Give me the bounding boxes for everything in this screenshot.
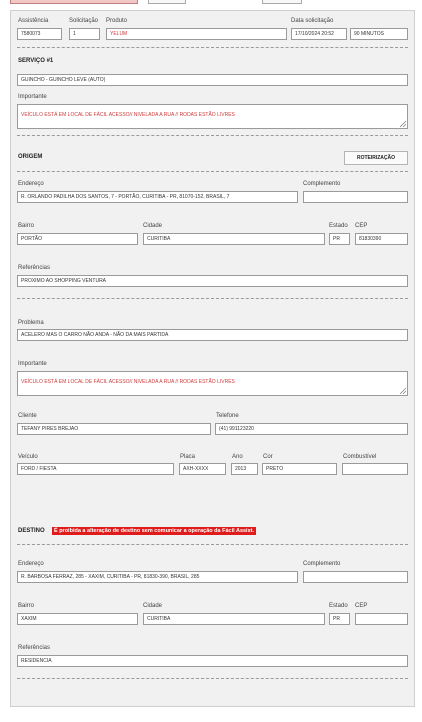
service-form-panel	[10, 10, 415, 707]
origem-bairro-field[interactable]: PORTÃO	[17, 233, 138, 245]
origem-estado-label: Estado	[329, 223, 348, 229]
veiculo-label: Veículo	[18, 454, 38, 460]
top-toolbar	[0, 0, 422, 8]
origem-cidade-label: Cidade	[143, 223, 163, 229]
telefone-label: Telefone	[216, 413, 239, 419]
origem-endereco-field[interactable]: R. ORLANDO PADILHA DOS SANTOS, 7 - PORTÃO, CURITIBA - PR, 81070-152, BRASIL, 7	[17, 191, 298, 203]
assistencia-field[interactable]: 7580073	[17, 28, 62, 40]
veiculo-field[interactable]: FORD / FIESTA	[17, 463, 174, 475]
origem-referencias-field[interactable]: PROXIMO AO SHOPPING VENTURA	[17, 275, 408, 287]
origem-cidade-field[interactable]: CURITIBA	[143, 233, 325, 245]
cliente-field[interactable]: TEFANY PIRES BREJAO	[17, 423, 211, 435]
roteirizacao-button[interactable]: ROTEIRIZAÇÃO	[344, 151, 408, 165]
destino-cep-label: CEP	[355, 603, 368, 609]
destino-cidade-field[interactable]: CURITIBA	[143, 613, 325, 625]
solicitacao-field[interactable]: 1	[69, 28, 100, 40]
divider	[17, 678, 408, 679]
destino-bairro-field[interactable]: XAXIM	[17, 613, 138, 625]
cor-field[interactable]: PRETO	[262, 463, 337, 475]
origem-cep-field[interactable]: 81830390	[355, 233, 408, 245]
cliente-label: Cliente	[18, 413, 37, 419]
assistencia-label: Assistência	[18, 18, 49, 24]
origem-bairro-label: Bairro	[18, 223, 35, 229]
servico-importante-label: Importante	[18, 94, 47, 100]
problema-label: Problema	[18, 320, 44, 326]
resize-grip-icon[interactable]	[400, 388, 406, 394]
top-select[interactable]	[262, 0, 302, 4]
combustivel-label: Combustível	[343, 454, 377, 460]
data-solicitacao-label: Data solicitação	[291, 18, 334, 24]
divider	[17, 298, 408, 299]
destino-bairro-label: Bairro	[18, 603, 35, 609]
cor-label: Cor	[263, 454, 273, 460]
top-action-button[interactable]	[10, 0, 138, 4]
destino-complemento-field[interactable]	[303, 571, 408, 583]
ano-field[interactable]: 2013	[231, 463, 258, 475]
problema-importante-label: Importante	[18, 361, 47, 367]
problema-field[interactable]: ACELERO MAS O CARRO NÃO ANDA - NÃO DA MAIS PARTIDA	[17, 329, 408, 341]
destino-referencias-label: Referências	[18, 645, 51, 651]
origem-endereco-label: Endereço	[18, 181, 44, 187]
destino-cep-field[interactable]	[355, 613, 408, 625]
divider	[17, 544, 408, 545]
placa-field[interactable]: AXH-XXXX	[179, 463, 226, 475]
destino-estado-label: Estado	[329, 603, 348, 609]
top-toggle-button[interactable]	[148, 0, 186, 4]
divider	[17, 135, 408, 136]
placa-label: Placa	[180, 454, 196, 460]
servico-tipo-field[interactable]: GUINCHO - GUINCHO LEVE (AUTO)	[17, 74, 408, 86]
destino-referencias-field[interactable]: RESIDENCIA	[17, 655, 408, 667]
servico-importante-textarea[interactable]	[17, 104, 408, 129]
divider	[17, 47, 408, 48]
servico-title: SERVIÇO #1	[18, 58, 54, 64]
destino-endereco-field[interactable]: R. BARBOSA FERRAZ, 285 - XAXIM, CURITIBA - PR, 81830-390, BRASIL, 285	[17, 571, 298, 583]
problema-importante-text: VEÍCULO ESTÁ EM LOCAL DE FÁCIL ACESSO// NIVELADA A RUA // RODAS ESTÃO LIVRES	[21, 379, 235, 385]
prazo-field[interactable]: 90 MINUTOS	[350, 28, 408, 40]
origem-estado-field[interactable]: PR	[329, 233, 350, 245]
destino-endereco-label: Endereço	[18, 561, 44, 567]
origem-complemento-label: Complemento	[303, 181, 341, 187]
solicitacao-label: Solicitação	[69, 18, 99, 24]
ano-label: Ano	[232, 454, 243, 460]
destino-cidade-label: Cidade	[143, 603, 163, 609]
destino-title: DESTINO	[18, 528, 45, 534]
problema-importante-textarea[interactable]	[17, 371, 408, 396]
produto-field[interactable]: YELUM	[106, 28, 287, 40]
destino-warning: É proibida a alteração de destino sem comunicar a operação da Fácil Assist.	[54, 528, 255, 534]
destino-estado-field[interactable]: PR	[329, 613, 350, 625]
combustivel-field[interactable]	[342, 463, 408, 475]
destino-complemento-label: Complemento	[303, 561, 341, 567]
origem-referencias-label: Referências	[18, 265, 51, 271]
origem-title: ORIGEM	[18, 154, 43, 160]
servico-importante-text: VEÍCULO ESTÁ EM LOCAL DE FÁCIL ACESSO// NIVELADA A RUA // RODAS ESTÃO LIVRES	[21, 112, 235, 118]
origem-cep-label: CEP	[355, 223, 368, 229]
origem-complemento-field[interactable]	[303, 191, 408, 203]
resize-grip-icon[interactable]	[400, 121, 406, 127]
produto-label: Produto	[106, 18, 128, 24]
data-solicitacao-field[interactable]: 17/10/2024 20:52	[291, 28, 347, 40]
divider	[17, 171, 408, 172]
telefone-field[interactable]: (41) 991123220	[215, 423, 408, 435]
